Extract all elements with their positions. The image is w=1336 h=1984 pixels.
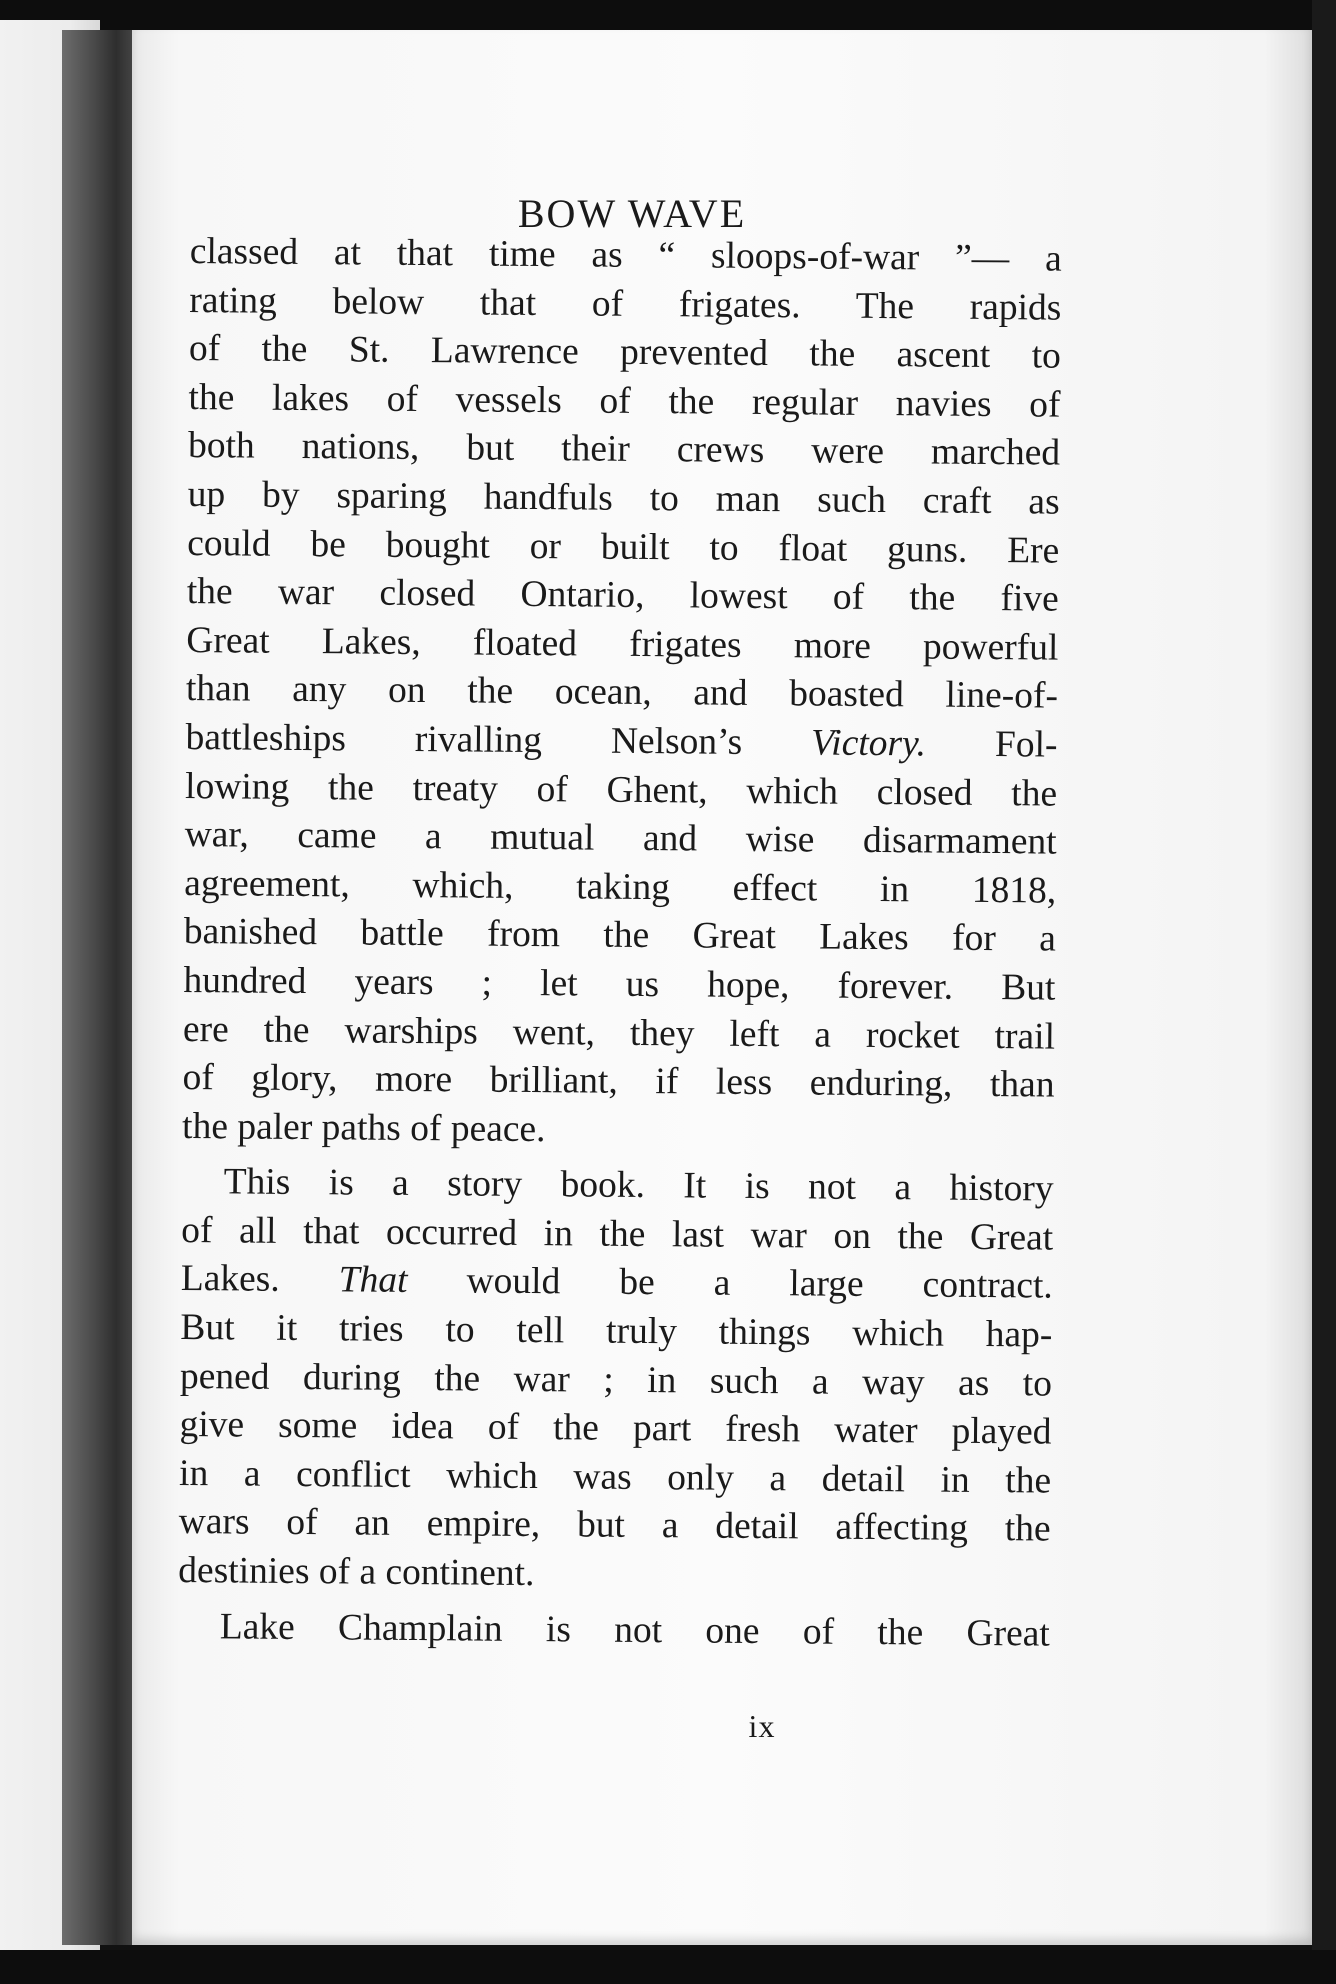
text-line: pened during the war ; in such a way as to: [179, 1355, 1053, 1405]
text-line: This is a story book. It is not a history: [223, 1161, 1054, 1210]
text-segment: Fol-: [925, 723, 1058, 766]
italic-emphasis: That: [338, 1259, 408, 1302]
text-line: both nations, but their crews were marched: [187, 425, 1061, 474]
text-segment: Lakes.: [180, 1258, 339, 1301]
text-segment: would be a large contract.: [407, 1260, 1053, 1308]
scan-right-border: [1312, 0, 1336, 1984]
text-line: could be bought or built to float guns. Ere: [187, 522, 1060, 572]
text-line-victory: [185, 714, 1057, 770]
text-line: ere the warships went, they left a rocket trail: [182, 1008, 1056, 1058]
text-line: rating below that of frigates. The rapids: [189, 279, 1062, 329]
text-line: agreement, which, taking effect in 1818,: [184, 862, 1057, 912]
text-line: the paler paths of peace.: [181, 1105, 546, 1150]
text-line: wars of an empire, but a detail affecting the: [178, 1501, 1051, 1550]
page-body: [178, 228, 1062, 1659]
text-line: destinies of a continent.: [178, 1549, 535, 1595]
text-line: in a conflict which was only a detail in the: [178, 1452, 1052, 1502]
text-line: lowing the treaty of Ghent, which closed the: [184, 765, 1058, 815]
text-line-that: [181, 1255, 1053, 1311]
text-line: up by sparing handfuls to man such craft as: [187, 473, 1060, 523]
text-segment: battleships rivalling Nelson’s: [185, 716, 812, 764]
text-line: of all that occurred in the last war on the Great: [181, 1209, 1054, 1259]
text-line: the lakes of vessels of the regular navies of: [188, 376, 1061, 426]
text-line: classed at that time as “ sloops-of-war ”— a: [189, 230, 1062, 280]
text-line: the war closed Ontario, lowest of the five: [186, 571, 1059, 620]
text-line: But it tries to tell truly things which hap-: [180, 1307, 1053, 1356]
scan-bottom-border: [0, 1950, 1336, 1984]
text-line: Great Lakes, floated frigates more powerful: [186, 619, 1059, 669]
running-header: BOW WAVE: [517, 191, 747, 236]
text-line: Lake Champlain is not one of the Great: [219, 1605, 1050, 1655]
italic-ship-name: Victory.: [810, 722, 927, 765]
text-line: than any on the ocean, and boasted line-of-: [185, 668, 1059, 717]
text-line: banished battle from the Great Lakes for a: [183, 911, 1057, 960]
text-line: give some idea of the part fresh water played: [179, 1404, 1052, 1453]
text-line: war, came a mutual and wise disarmament: [184, 814, 1057, 863]
page-number: ix: [748, 1708, 776, 1744]
text-line: of the St. Lawrence prevented the ascent to: [188, 328, 1062, 377]
text-line: of glory, more brilliant, if less enduring, than: [182, 1057, 1055, 1106]
text-line: hundred years ; let us hope, forever. But: [183, 959, 1056, 1009]
